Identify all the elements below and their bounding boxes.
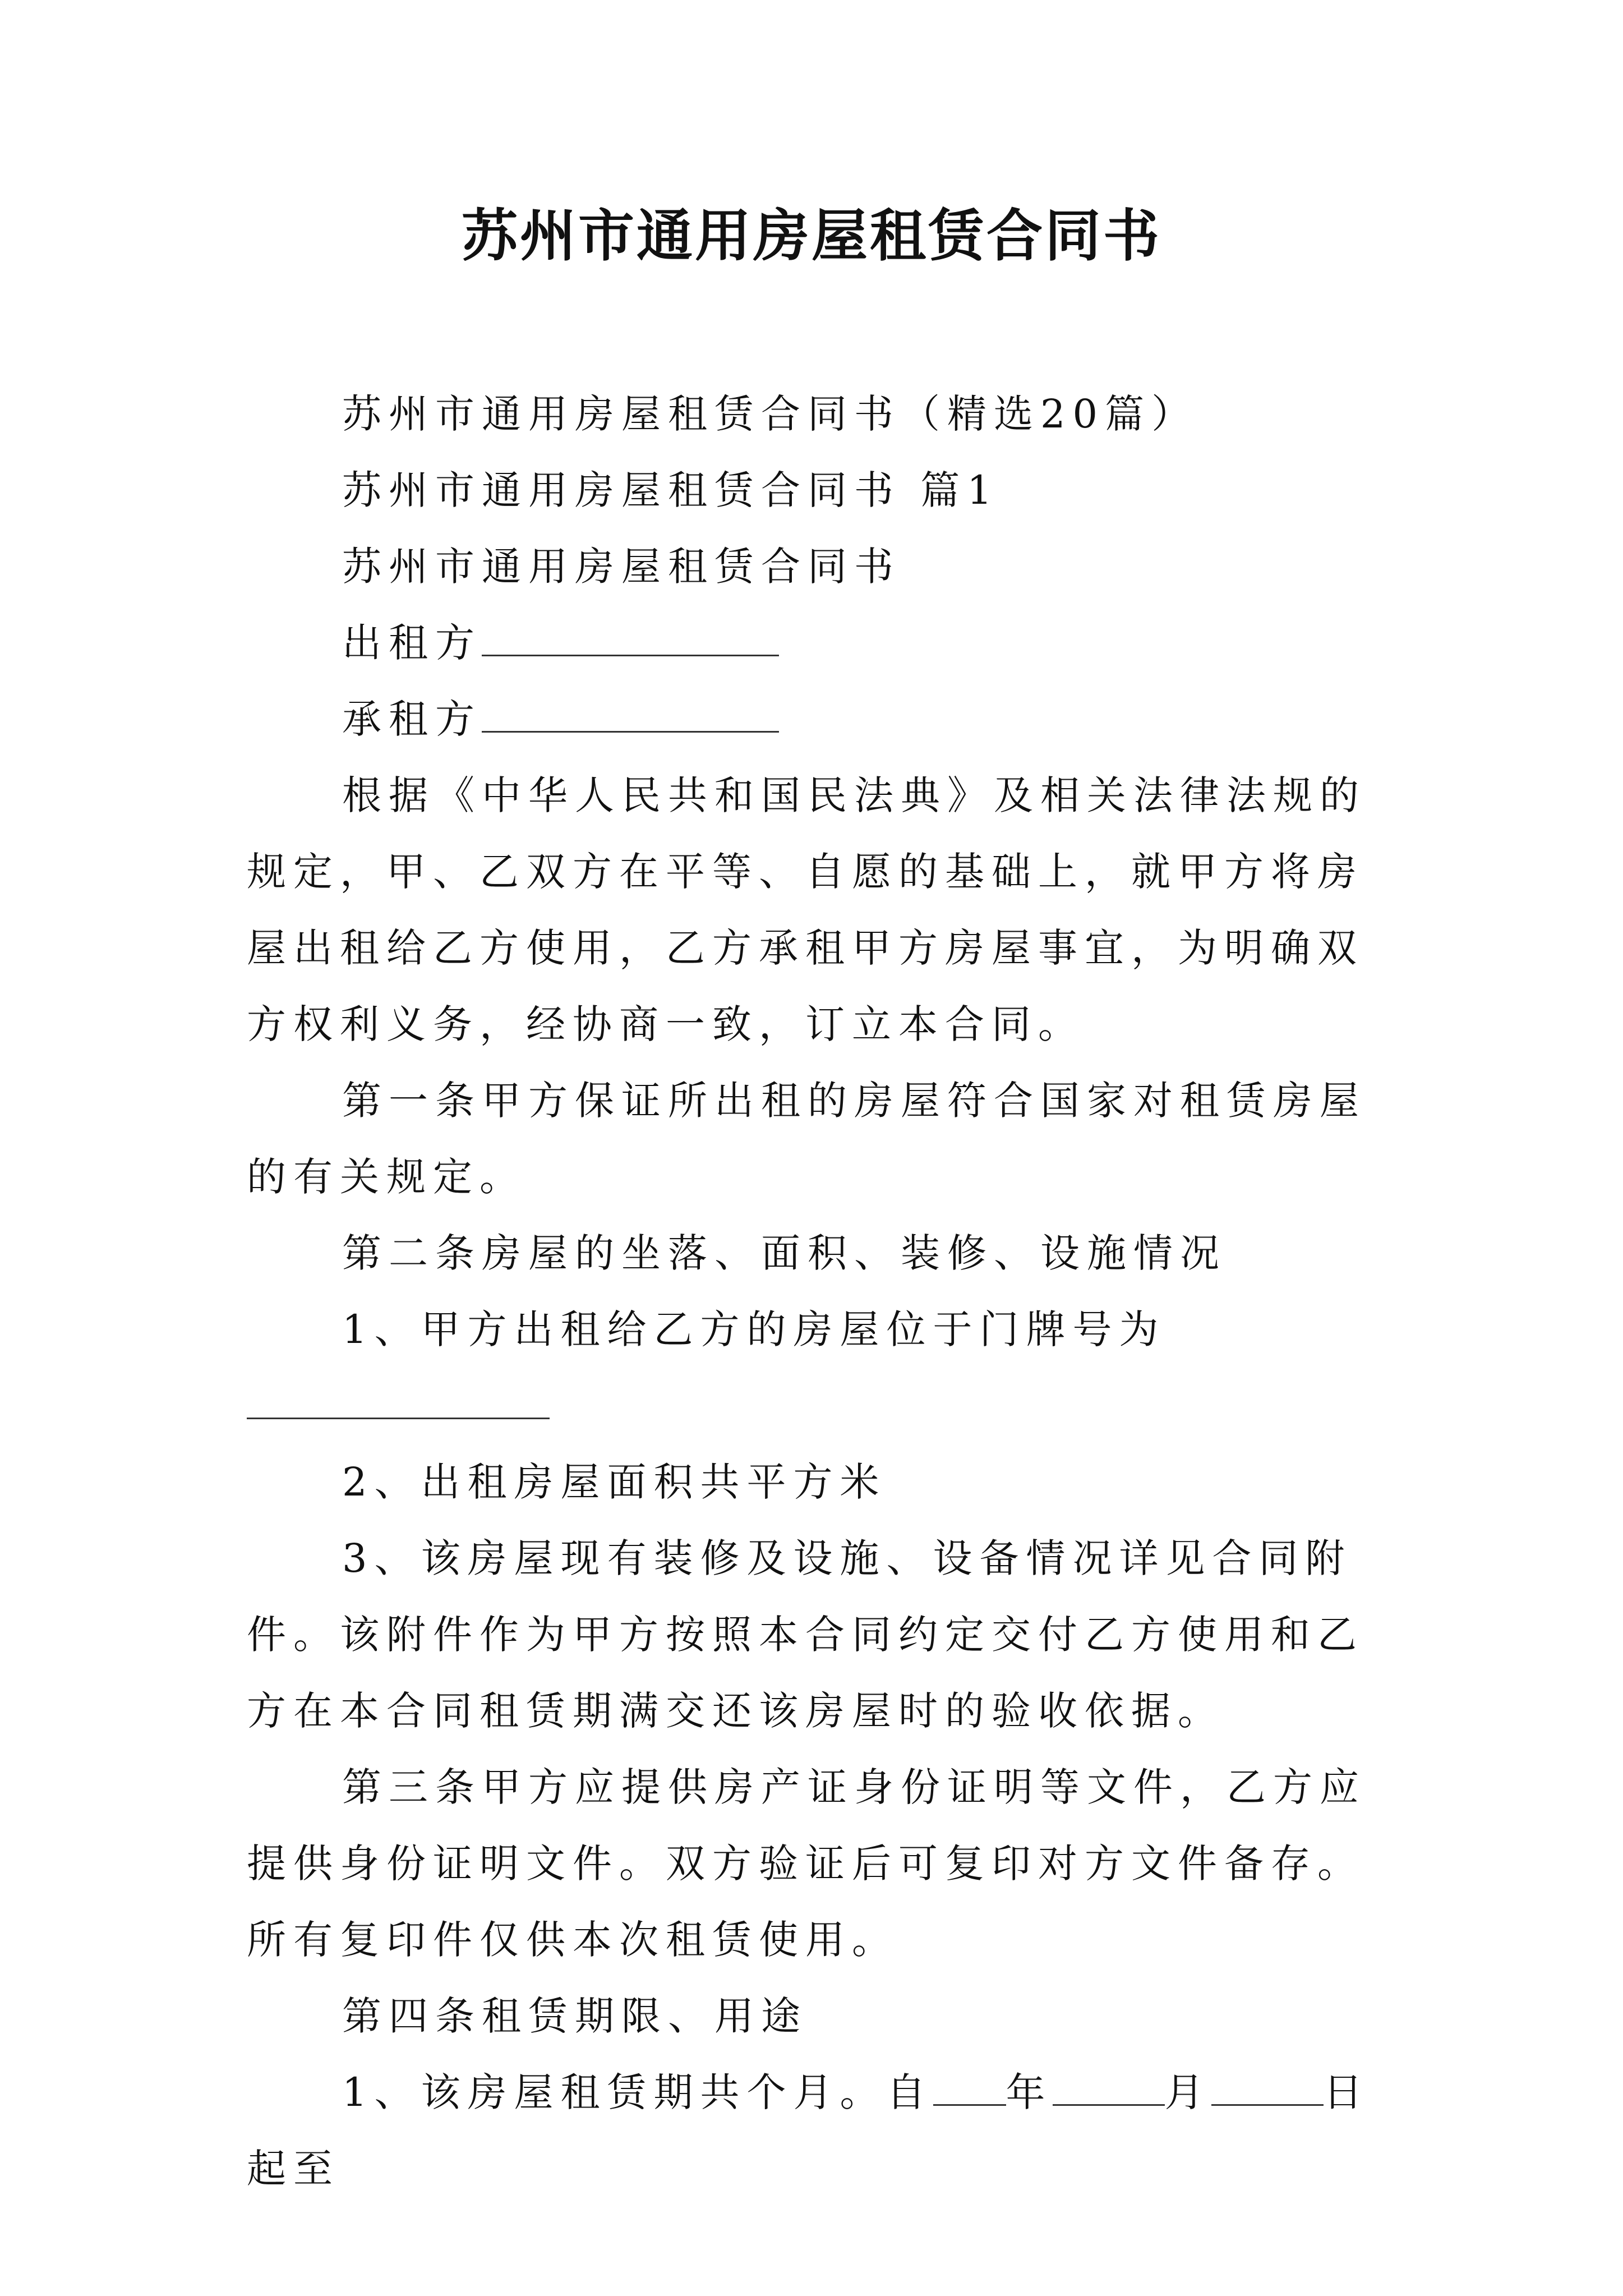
year-label: 年 [1006,2069,1053,2115]
paragraph-lease-term [247,2054,1380,2207]
month-label: 月 [1164,2069,1211,2115]
paragraph-item-address [247,1291,1380,1444]
address-text: 1、甲方出租给乙方的房屋位于门牌号为 [342,1306,1166,1352]
paragraph-article-heading: 苏州市通用房屋租赁合同书 篇1 [342,467,999,513]
lessee-label: 承租方 [342,696,482,742]
lease-term-text: 1、该房屋租赁期共个月。自 [342,2069,933,2115]
paragraph-article-3: 第三条甲方应提供房产证身份证明等文件，乙方应提供身份证明文件。双方验证后可复印对方文件备存。所有复印件仅供本次租赁使用。 [247,1764,1366,1963]
paragraph-contract-name: 苏州市通用房屋租赁合同书 [342,544,901,590]
address-blank-line [247,1384,550,1419]
paragraph-lessee [247,681,1380,757]
paragraph-item-area: 2、出租房屋面积共平方米 [342,1459,887,1505]
paragraph-article-2: 第二条房屋的坐落、面积、装修、设施情况 [342,1230,1227,1276]
day-blank-line [1211,2070,1324,2106]
paragraph-article-1: 第一条甲方保证所出租的房屋符合国家对租赁房屋的有关规定。 [247,1078,1366,1200]
day-to-label: 日起至 [247,2069,1370,2192]
document-title: 苏州市通用房屋租赁合同书 [462,203,1161,269]
lessee-blank-line [482,697,779,733]
lessor-label: 出租方 [342,620,482,666]
month-blank-line [1053,2070,1165,2106]
paragraph-lessor [247,605,1380,681]
paragraph-item-fixtures: 3、该房屋现有装修及设施、设备情况详见合同附件。该附件作为甲方按照本合同约定交付乙方使用和乙方在本合同租赁期满交还该房屋时的验收依据。 [247,1535,1364,1734]
lessor-blank-line [482,621,779,656]
year-blank-line [933,2070,1006,2106]
paragraph-article-4: 第四条租赁期限、用途 [342,1993,808,2039]
document-body [247,376,1380,2207]
paragraph-subtitle: 苏州市通用房屋租赁合同书（精选20篇） [342,391,1198,437]
paragraph-preamble: 根据《中华人民共和国民法典》及相关法律法规的规定，甲、乙双方在平等、自愿的基础上，就甲方将房屋出租给乙方使用，乙方承租甲方房屋事宜，为明确双方权利义务，经协商一致，订立本合同。 [247,772,1366,1047]
